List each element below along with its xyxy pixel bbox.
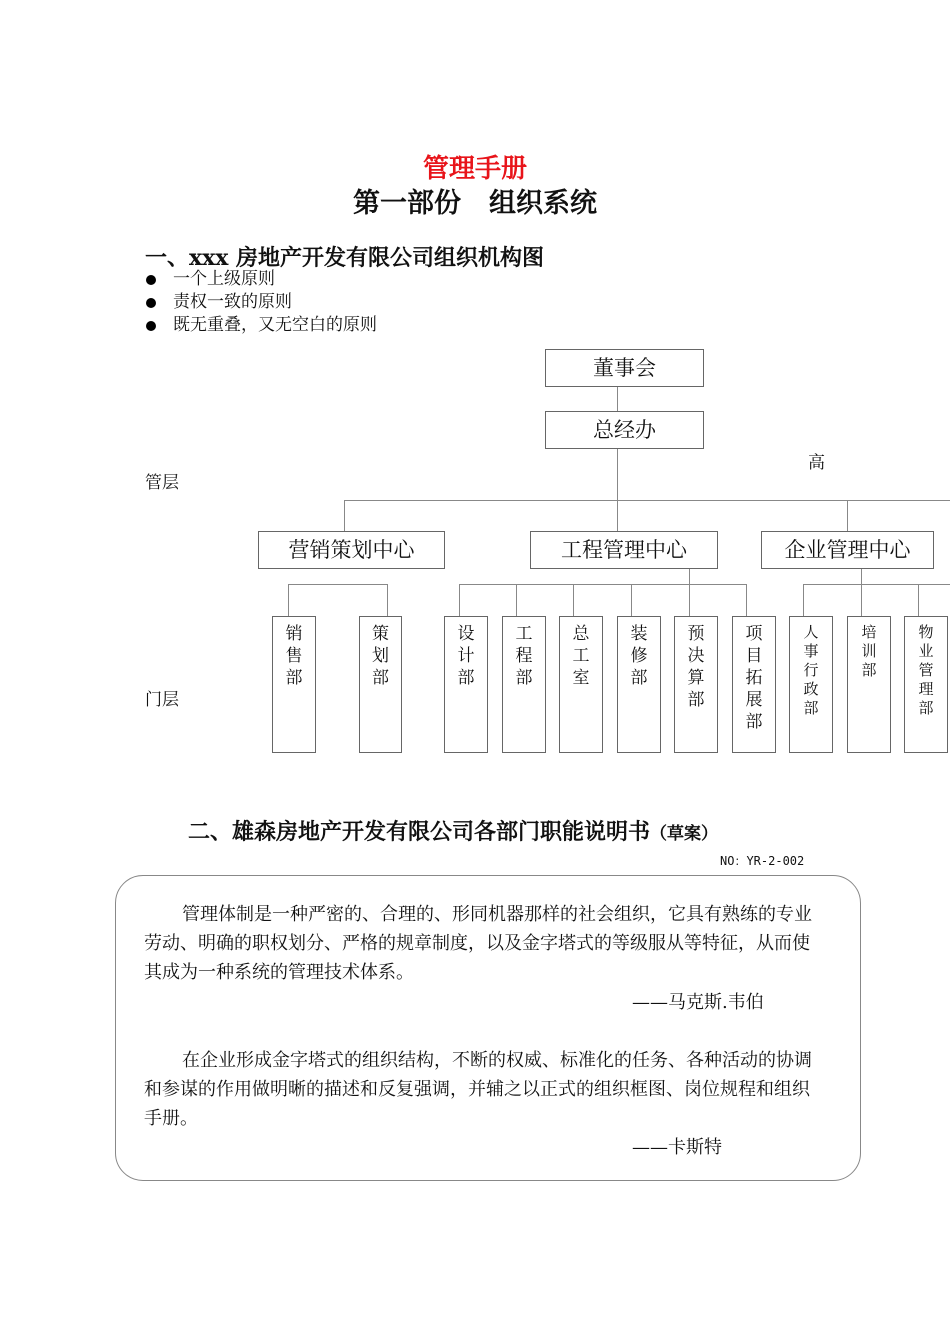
connector-line	[918, 584, 919, 616]
dept-chief-engineer	[559, 616, 603, 753]
side-label-men-ceng: 门层	[145, 690, 179, 710]
part-label: 第一部份	[353, 188, 461, 219]
connector-line	[617, 387, 618, 411]
dept-training	[847, 616, 891, 753]
quote-text-weber: 管理体制是一种严密的、合理的、形同机器那样的社会组织，它具有熟练的专业劳动、明确的职权划分、严格的规章制度，以及金字塔式的等级服从等特征，从而使其成为一种系统的管理技术体系。	[144, 904, 812, 983]
connector-line	[631, 584, 632, 616]
dept-project-expansion	[732, 616, 776, 753]
dept-label: 设计部	[457, 624, 475, 688]
dept-label: 装修部	[630, 624, 648, 688]
dept-label: 物业管理部	[918, 623, 934, 717]
connector-line	[861, 569, 862, 616]
dept-planning	[359, 616, 402, 753]
dept-label: 人事行政部	[803, 623, 819, 717]
center-marketing: 营销策划中心	[258, 531, 445, 569]
general-office-box: 总经办	[545, 411, 704, 449]
dept-label: 策划部	[372, 624, 389, 688]
dept-sales	[272, 616, 316, 753]
draft-label: （草案）	[650, 824, 719, 844]
connector-line	[689, 569, 690, 616]
connector-line	[516, 584, 517, 616]
connector-line	[847, 500, 848, 532]
connector-line	[803, 584, 804, 616]
side-label-gao: 高	[808, 453, 825, 473]
dept-label: 工程部	[515, 624, 533, 688]
connector-line	[344, 500, 345, 532]
center-enterprise: 企业管理中心	[761, 531, 934, 569]
dept-property	[904, 616, 948, 753]
principle-item: 责权一致的原则	[145, 291, 377, 314]
connector-line	[459, 584, 460, 616]
principle-item: 一个上级原则	[145, 268, 377, 291]
connector-line	[344, 500, 950, 501]
principles-list	[145, 268, 377, 337]
connector-line	[746, 584, 747, 616]
board-box: 董事会	[545, 349, 704, 387]
connector-line	[459, 584, 747, 585]
dept-hr-admin	[789, 616, 833, 753]
connector-line	[387, 584, 388, 616]
connector-line	[803, 584, 950, 585]
section1-heading: 一、xxx 房地产开发有限公司组织机构图	[145, 245, 545, 271]
dept-decoration	[617, 616, 661, 753]
section2-heading-text: 二、雄森房地产开发有限公司各部门职能说明书	[188, 819, 651, 845]
part-title	[0, 181, 950, 220]
quote-text-kast: 在企业形成金字塔式的组织结构，不断的权威、标准化的任务、各种活动的协调和参谋的作用做明晰的描述和反复强调，并辅之以正式的组织框图、岗位规程和组织手册。	[144, 1050, 812, 1129]
side-label-guan-ceng: 管层	[145, 473, 179, 493]
dept-design	[444, 616, 488, 753]
part-name: 组织系统	[489, 188, 597, 219]
dept-label: 总工室	[572, 624, 590, 688]
dept-label: 项目拓展部	[745, 624, 763, 732]
dept-label: 预决算部	[687, 624, 705, 710]
dept-label: 培训部	[861, 623, 877, 679]
principle-item: 既无重叠，又无空白的原则	[145, 314, 377, 337]
quote-author-weber: ——马克斯.韦伯	[632, 992, 764, 1013]
connector-line	[288, 584, 289, 616]
connector-line	[288, 584, 388, 585]
connector-line	[573, 584, 574, 616]
dept-engineering	[502, 616, 546, 753]
manual-title: 管理手册	[422, 154, 527, 184]
dept-label: 销售部	[285, 624, 303, 688]
dept-budget	[674, 616, 718, 753]
connector-line	[617, 448, 618, 500]
section2-heading	[188, 815, 718, 846]
connector-line	[617, 500, 618, 532]
center-engineering: 工程管理中心	[530, 531, 718, 569]
document-number: NO：YR-2-002	[720, 854, 805, 868]
quote-author-kast: ——卡斯特	[632, 1137, 722, 1158]
